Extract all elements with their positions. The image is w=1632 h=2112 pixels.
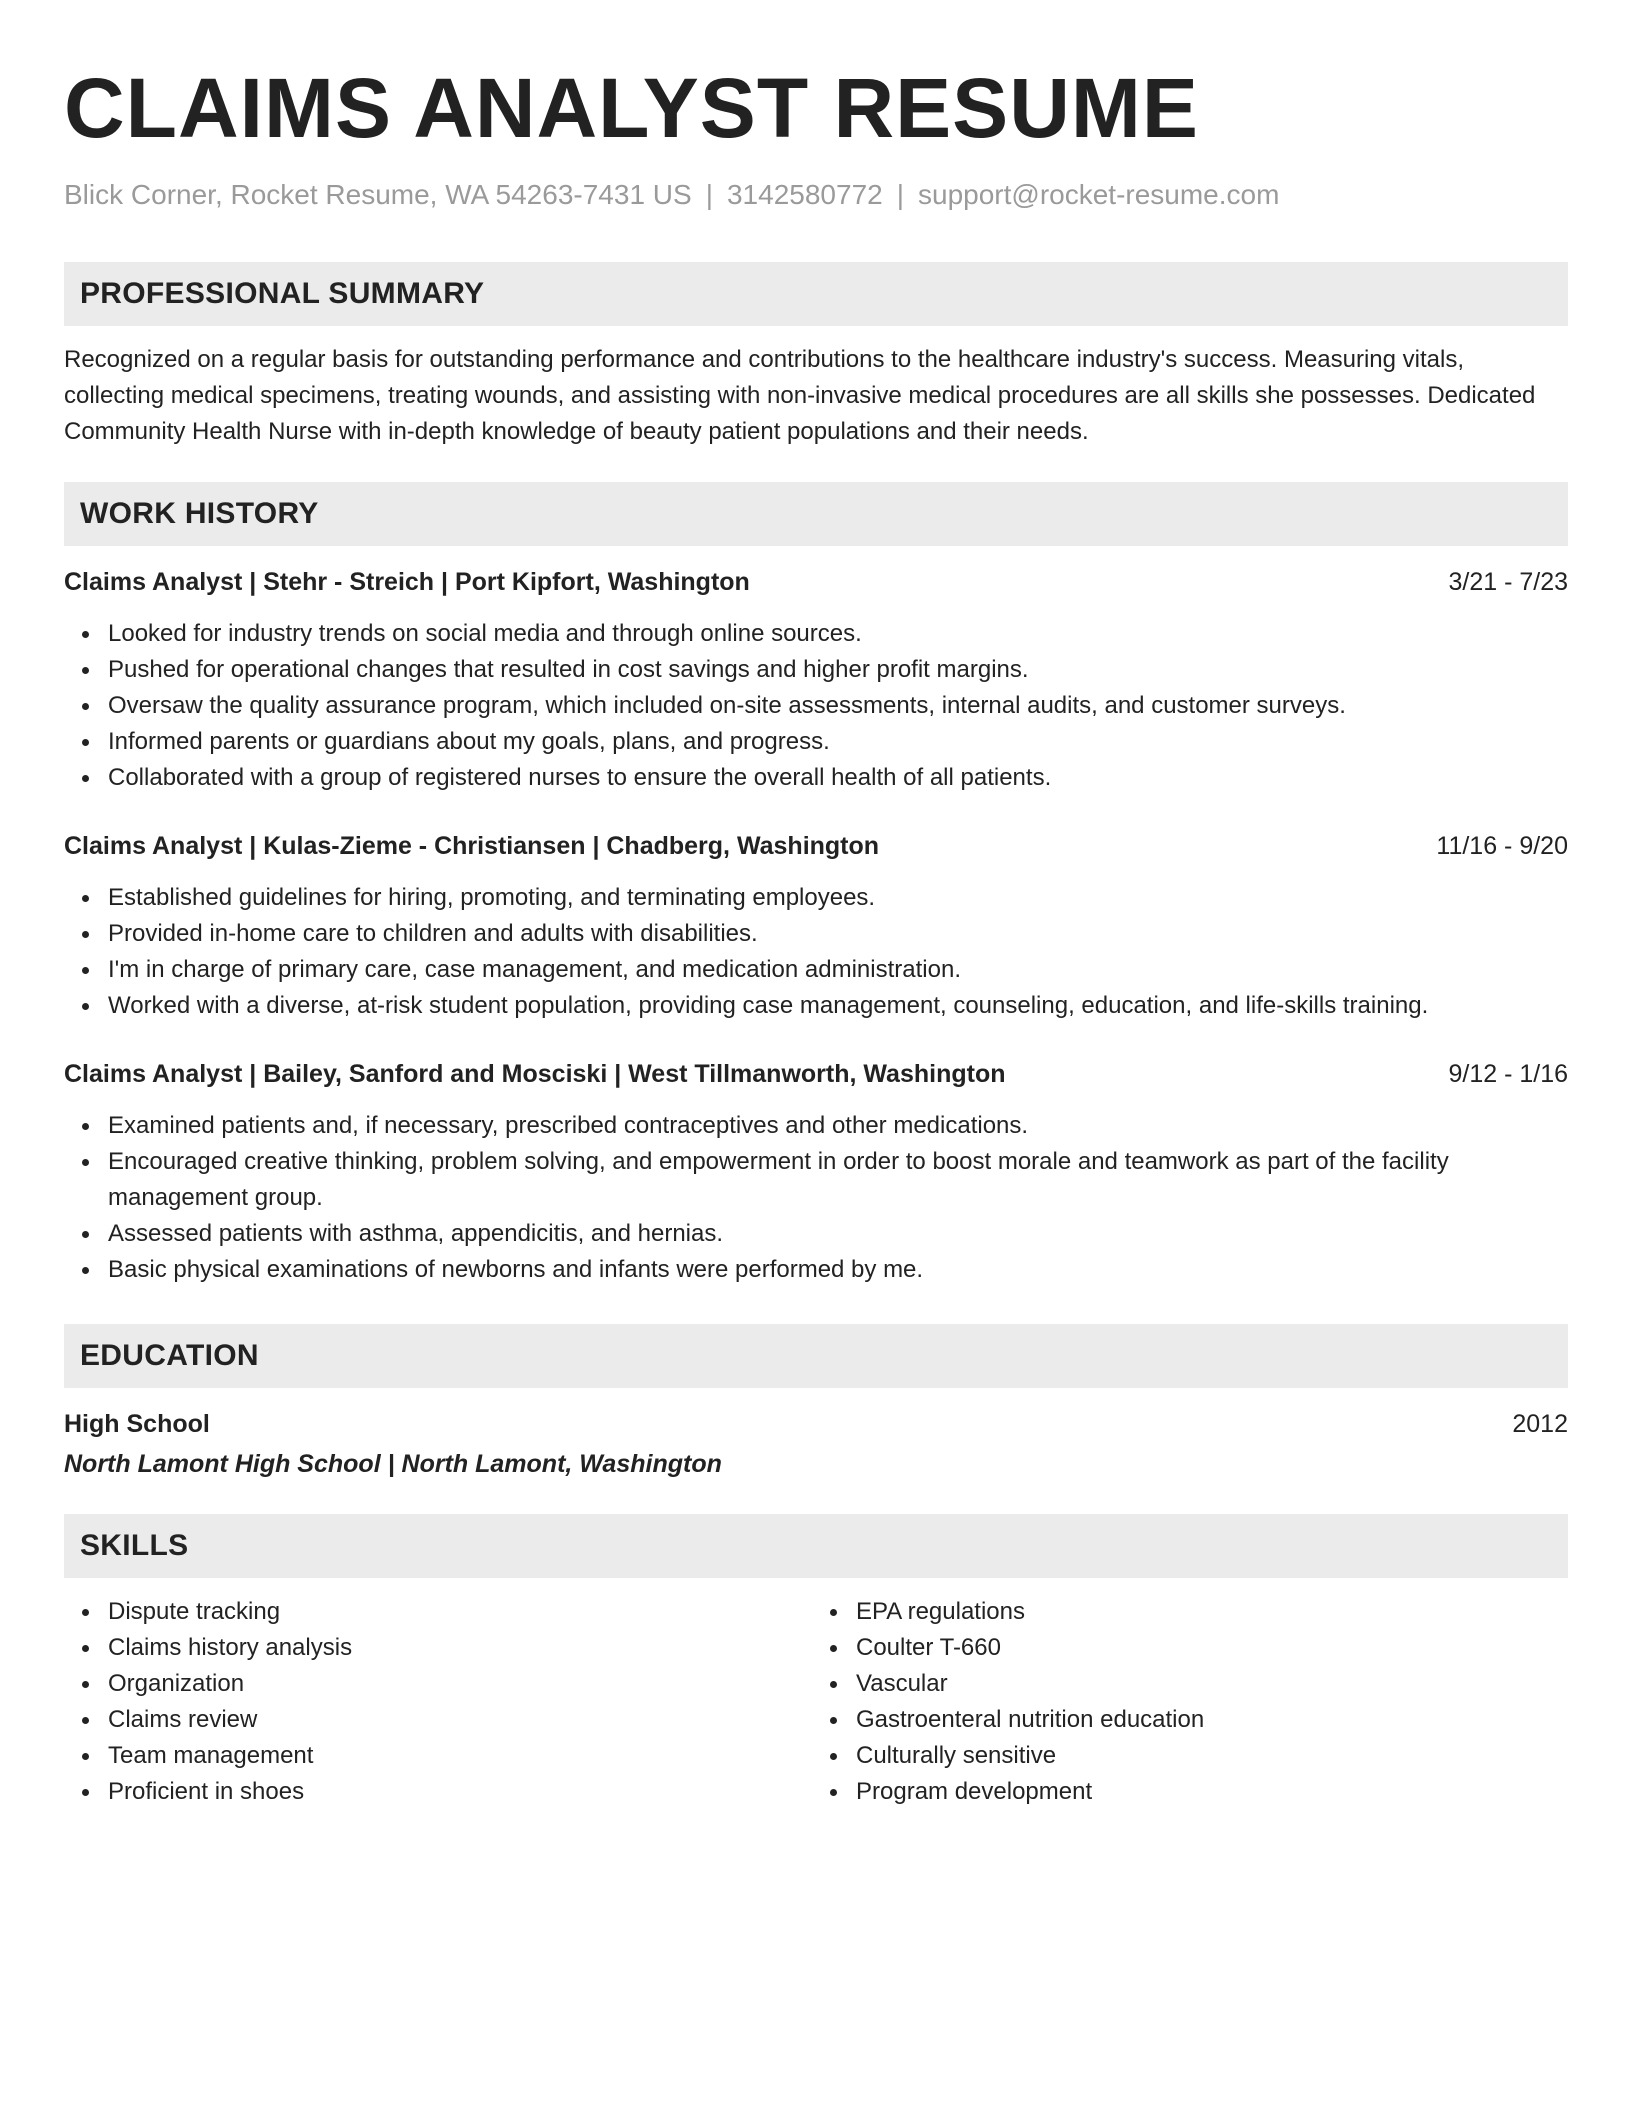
job-dates: 11/16 - 9/20 (1436, 831, 1568, 860)
education-entry (64, 1408, 1568, 1480)
skill-item: Organization (108, 1666, 816, 1702)
job-bullets (64, 1108, 1568, 1288)
job-bullet: Established guidelines for hiring, promoting, and terminating employees. (108, 880, 1568, 916)
work-history-heading: WORK HISTORY (64, 482, 1568, 546)
job-bullet: Pushed for operational changes that resulted in cost savings and higher profit margins. (108, 652, 1568, 688)
summary-section (64, 262, 1568, 450)
job-title: Claims Analyst | Bailey, Sanford and Mosciski | West Tillmanworth, Washington (64, 1059, 1006, 1088)
skill-item: Gastroenteral nutrition education (856, 1702, 1568, 1738)
contact-address: Blick Corner, Rocket Resume, WA 54263-7431 US (64, 179, 692, 210)
skill-item: Program development (856, 1774, 1568, 1810)
job-header (64, 830, 1568, 862)
job-entry (64, 566, 1568, 796)
job-bullet: Encouraged creative thinking, problem solving, and empowerment in order to boost morale and teamwork as part of the facility management group. (108, 1144, 1568, 1216)
skill-item: Dispute tracking (108, 1594, 816, 1630)
skill-item: Coulter T-660 (856, 1630, 1568, 1666)
skill-item: Culturally sensitive (856, 1738, 1568, 1774)
skill-item: Proficient in shoes (108, 1774, 816, 1810)
skill-item: Claims history analysis (108, 1630, 816, 1666)
contact-separator: | (896, 179, 904, 210)
summary-text: Recognized on a regular basis for outstanding performance and contributions to the healthcare industry's success. Measuring vitals, collecting medical specimens, treating wounds, and assisting with non-invasive medical procedures are all skills she possesses. Dedicated Community Health Nurse with in-depth knowledge of beauty patient populations and their needs. (64, 345, 1536, 445)
contact-phone: 3142580772 (726, 179, 883, 210)
job-dates: 3/21 - 7/23 (1448, 567, 1568, 596)
skills-column-right (816, 1594, 1568, 1810)
skills-section (64, 1514, 1568, 1810)
job-entry (64, 830, 1568, 1024)
job-dates: 9/12 - 1/16 (1448, 1059, 1568, 1088)
education-degree: High School (64, 1409, 210, 1438)
job-bullet: I'm in charge of primary care, case management, and medication administration. (108, 952, 1568, 988)
work-history-section (64, 482, 1568, 1288)
skill-item: Claims review (108, 1702, 816, 1738)
skills-grid (64, 1594, 1568, 1810)
skill-item: Team management (108, 1738, 816, 1774)
skills-column-left (64, 1594, 816, 1810)
job-bullet: Provided in-home care to children and adults with disabilities. (108, 916, 1568, 952)
contact-email[interactable]: support@rocket-resume.com (918, 179, 1280, 210)
summary-heading: PROFESSIONAL SUMMARY (64, 262, 1568, 326)
contact-separator: | (705, 179, 713, 210)
job-bullet: Basic physical examinations of newborns and infants were performed by me. (108, 1252, 1568, 1288)
resume-title: CLAIMS ANALYST RESUME (64, 61, 1199, 155)
job-entry (64, 1058, 1568, 1288)
job-header (64, 1058, 1568, 1090)
education-year: 2012 (1512, 1409, 1568, 1438)
job-bullet: Worked with a diverse, at-risk student population, providing case management, counseling, education, and life-skills training. (108, 988, 1568, 1024)
skill-item: Vascular (856, 1666, 1568, 1702)
skills-heading: SKILLS (64, 1514, 1568, 1578)
job-title: Claims Analyst | Kulas-Zieme - Christiansen | Chadberg, Washington (64, 831, 880, 860)
skill-item: EPA regulations (856, 1594, 1568, 1630)
job-bullets (64, 616, 1568, 796)
education-school: North Lamont High School | North Lamont, Washington (64, 1449, 722, 1478)
contact-line (64, 178, 1568, 212)
job-bullets (64, 880, 1568, 1024)
job-bullet: Examined patients and, if necessary, prescribed contraceptives and other medications. (108, 1108, 1568, 1144)
job-title: Claims Analyst | Stehr - Streich | Port Kipfort, Washington (64, 567, 750, 596)
education-section (64, 1324, 1568, 1480)
job-bullet: Looked for industry trends on social media and through online sources. (108, 616, 1568, 652)
job-bullet: Oversaw the quality assurance program, which included on-site assessments, internal audits, and customer surveys. (108, 688, 1568, 724)
job-bullet: Collaborated with a group of registered nurses to ensure the overall health of all patients. (108, 760, 1568, 796)
job-bullet: Informed parents or guardians about my goals, plans, and progress. (108, 724, 1568, 760)
job-header (64, 566, 1568, 598)
education-heading: EDUCATION (64, 1324, 1568, 1388)
job-bullet: Assessed patients with asthma, appendicitis, and hernias. (108, 1216, 1568, 1252)
education-header (64, 1408, 1568, 1440)
